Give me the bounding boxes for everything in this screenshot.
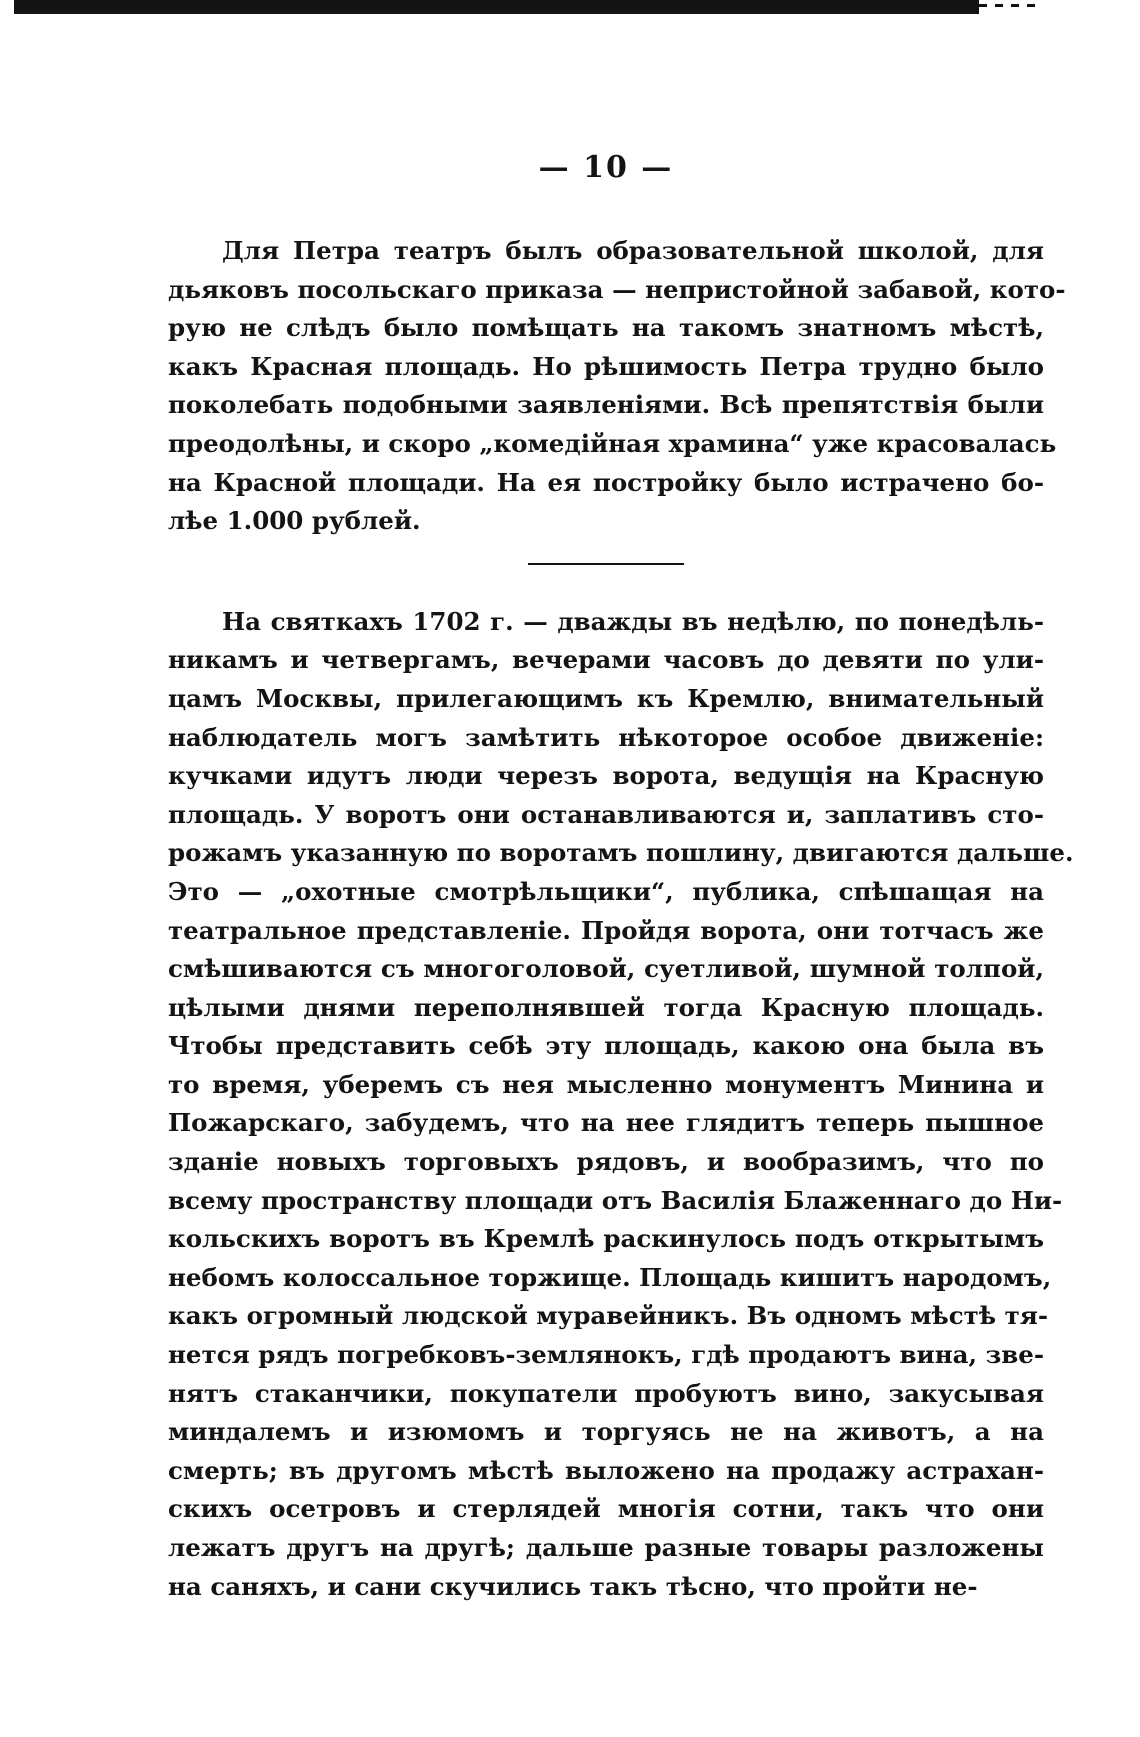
top-border-rule	[14, 0, 979, 14]
text-line: Чтобы представить себѣ эту площадь, какою она была въ	[168, 1031, 1044, 1061]
text-line: на Красной площади. На ея постройку было истрачено бо-	[168, 467, 1044, 497]
text-line: на саняхъ, и сани скучились такъ тѣсно, что пройти не-	[168, 1571, 978, 1601]
text-line: смерть; въ другомъ мѣстѣ выложено на продажу астрахан-	[168, 1455, 1044, 1485]
text-line: нется рядъ погребковъ-землянокъ, гдѣ продаютъ вина, зве-	[168, 1340, 1045, 1370]
text-line: театральное представленіе. Пройдя ворота, они тотчасъ же	[168, 915, 1044, 945]
text-line: всему пространству площади отъ Василія Блаженнаго до Ни-	[168, 1185, 1063, 1215]
text-line: кольскихъ воротъ въ Кремлѣ раскинулось подъ открытымъ	[168, 1224, 1044, 1254]
page-number: — 10 —	[538, 150, 674, 185]
text-line: наблюдатель могъ замѣтить нѣкоторое особое движеніе:	[168, 722, 1044, 752]
text-line: лѣе 1.000 рублей.	[168, 506, 421, 536]
text-line: рожамъ указанную по воротамъ пошлину, двигаются дальше.	[168, 838, 1074, 868]
text-line: Это — „охотные смотрѣльщики“, публика, спѣшащая на	[168, 876, 1044, 906]
text-line: преодолѣны, и скоро „комедійная храмина“ уже красовалась	[168, 428, 1057, 458]
text-line: Пожарскаго, забудемъ, что на нее глядитъ теперь пышное	[168, 1108, 1044, 1138]
text-line: нятъ стаканчики, покупатели пробуютъ вино, закусывая	[168, 1378, 1044, 1408]
section-separator	[528, 563, 684, 565]
text-line: миндалемъ и изюмомъ и торгуясь не на животъ, а на	[168, 1417, 1044, 1447]
text-line: площадь. У воротъ они останавливаются и, заплативъ сто-	[168, 799, 1044, 829]
text-line: рую не слѣдъ было помѣщать на такомъ знатномъ мѣстѣ,	[168, 313, 1044, 343]
paragraph-2	[168, 603, 1074, 1606]
text-line: какъ огромный людской муравейникъ. Въ одномъ мѣстѣ тя-	[168, 1301, 1049, 1331]
text-line: На святкахъ 1702 г. — дважды въ недѣлю, по понедѣль-	[222, 606, 1044, 636]
text-line: лежатъ другъ на другѣ; дальше разные товары разложены	[168, 1533, 1044, 1562]
text-line: какъ Красная площадь. Но рѣшимость Петра трудно было	[168, 351, 1044, 381]
text-line: поколебать подобными заявленіями. Всѣ препятствія были	[168, 390, 1044, 420]
text-line: смѣшиваются съ многоголовой, суетливой, шумной толпой,	[168, 954, 1044, 984]
paragraph-1	[168, 232, 1066, 541]
text-line: никамъ и четвергамъ, вечерами часовъ до девяти по ули-	[168, 645, 1044, 675]
text-line: Для Петра театръ былъ образовательной школой, для	[222, 236, 1044, 265]
text-line: скихъ осетровъ и стерлядей многія сотни, такъ что они	[168, 1494, 1044, 1524]
top-border-rule-tail	[979, 4, 1039, 7]
text-line: цѣлыми днями переполнявшей тогда Красную площадь.	[168, 992, 1044, 1022]
text-line: то время, уберемъ съ нея мысленно монументъ Минина и	[168, 1069, 1044, 1099]
text-line: зданіе новыхъ торговыхъ рядовъ, и вообразимъ, что по	[168, 1147, 1044, 1177]
text-line: цамъ Москвы, прилегающимъ къ Кремлю, внимательный	[168, 683, 1044, 713]
text-line: кучками идутъ люди черезъ ворота, ведущія на Красную	[168, 761, 1044, 791]
text-line: небомъ колоссальное торжище. Площадь кишитъ народомъ,	[168, 1262, 1052, 1292]
book-page	[168, 150, 1074, 1606]
text-line: дьяковъ посольскаго приказа — непристойной забавой, кото-	[168, 274, 1066, 304]
